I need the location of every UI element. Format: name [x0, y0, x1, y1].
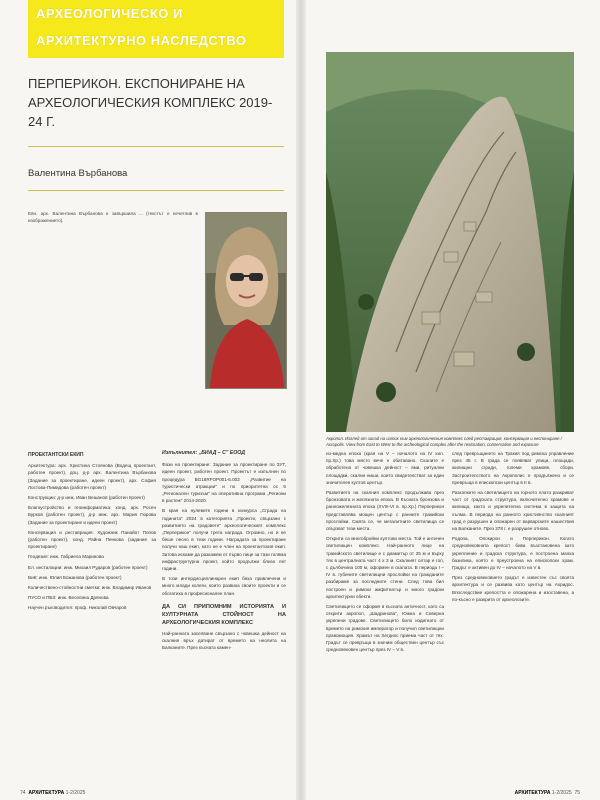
author-portrait [205, 212, 287, 389]
body-paragraph: Разкопките на светилището на горното плато разкриват част от градската структура, включително храмове и жилища, както и укрепителна система в защита на хълма. В периода на ранното християнство скалният град е разрушен и опожарен от варварските нашествия на Балканите. През 378 г. е разрушен отново. [452, 490, 574, 532]
footer-right [515, 790, 580, 796]
section-banner-line-2: АРХИТЕКТУРНО НАСЛЕДСТВО [36, 33, 247, 48]
project-team-heading: ПРОЕКТАНТСКИ ЕКИП [28, 452, 84, 458]
section-banner [28, 0, 284, 58]
column-3 [326, 450, 444, 656]
article-title-line-2: АРХЕОЛОГИЧЕСКИЯ КОМПЛЕКС 2019-24 Г. [28, 95, 273, 129]
article-title-line-1: ПЕРПЕРИКОН. ЕКСПОНИРАНЕ НА [28, 76, 245, 91]
team-paragraph: Конструкции: д-р инж. Иван Вешанов (работен проект) [28, 495, 145, 501]
team-paragraph: Ел. инсталации: инж. Михаил Рударов (работен проект) [28, 564, 148, 570]
body-paragraph: но-медна епоха (края на V – началото на IV хил. пр.Хр.) това място вече е обитавано. Скалите е обработена от човешка дейност – ями, ритуални площадки, скални ниши, които свидетелстват за един значителен култов център. [326, 451, 444, 485]
body-paragraph: Фази на проектиране: Задание за проектиране по ЗУТ, идеен проект, работен проект. Проектът е изпълнен по процедура BG16RFOP001-6.002 „Развитие на туристически атракции" и по приоритетна ос 6 „Регионален туризъм" на оперативна програма „Региони в растеж" 2014-2020. [162, 462, 286, 504]
aerial-photo-image [326, 52, 574, 432]
body-paragraph: Най-ранната заселване свързано с човешка дейност на скалния връх датират от времето на неолита на Балканите. През късната камен- [162, 630, 286, 651]
team-paragraph: Научен ръководител: проф. Николай Овчаров [28, 605, 127, 611]
magazine-name-left: АРХИТЕКТУРА [28, 790, 65, 796]
body-paragraph: През средновековието градът е известен със своята архитектура и се развива като център на Ахридос. Впоследствие крепостта е опожарена и изоставена, а по-късно е разкрита от археолозите. [452, 575, 574, 602]
magazine-name-right: АРХИТЕКТУРА [514, 790, 551, 796]
team-paragraph: Благоустройство и геоинформатика: хонд. арх. Росен Бурков (работен проект), д-р инж. арх. Мария Гюрова (Задание за проектиране и идеен проект) [28, 505, 156, 525]
hero-photo-caption: Акропол. Изглед от запад на изток към археологическия комплекс след реставрация, консервация и експониране / Acropolis. View from East to West to the archeological complex after the restoration, conservation and exposure [326, 436, 562, 447]
team-paragraph: Количествено-стойностни сметки: инж. Владимир Иванов [28, 585, 152, 591]
article-title [28, 74, 284, 131]
author-portrait-image [206, 213, 286, 388]
column-1 [28, 450, 156, 615]
body-paragraph: Развитието на скалния комплекс продължава през бронзовата и желязната епоха. В Късната бронзова и ранножелязната епоха (XVIII-VI в. пр.Хр.) Перперикон представлява мощен център с ранните тракийски прослойки. Смята се, че мегалитните светилища се свързват тези места. [326, 490, 444, 532]
footer-left [20, 790, 85, 796]
column-2 [162, 450, 286, 654]
body-paragraph: след превръщането на Тракия под римска управление през 45 г. В града се появяват улици, площади, жилищни сгради, големи храмове, сбори. Застроителството на Акрополис е продължено и се превръща в епископски център в II в. [452, 451, 574, 485]
team-paragraph: Консервация и реставрация: Художник Панайот Попов (работен проект), хонд. Райна Пенкова (задание за проектиране) [28, 529, 156, 550]
team-paragraph: ПУСО и ПБЗ: инж. Веселина Дрянова [28, 595, 109, 601]
page-gutter [296, 0, 306, 800]
body-paragraph: В края на нулевите години в конкурса „Сграда на годината" 2024 в категорията „Проекти, свързани с развитието на градовете" археологическият комплекс „Перперикон" получи трета награда. Огромно, но и не беше лесно в тези години. Наградата за проектиране получи наш екип, като не е член на проектантския екип. Затова искаме да разкажем от първо лице за тази голяма инфраструктурна проект, който продължи близо пет години. [162, 508, 286, 572]
team-paragraph: Архитектура: арх. Христина Стоянова (Водещ проектант, работен проект), доц. д-р арх. Валентина Върбанова (Задание за проектиране, идеен проект), арх. София Лостова-Пимидова (работен проект) [28, 463, 156, 490]
issue-right: 1-2/2025 [551, 790, 572, 796]
team-paragraph: ВиК: инж. Юлия Божанова (работен проект) [28, 574, 122, 580]
page-number-right: 75 [574, 790, 580, 796]
issue-left: 1-2/2025 [65, 790, 86, 796]
history-subheading: ДА СИ ПРИПОМНИМ ИСТОРИЯТА И КУЛТУРНАТА СТОЙНОСТ НА АРХЕОЛОГИЧЕСКИЯ КОМПЛЕКС [162, 603, 286, 626]
hero-photo-perperikon [326, 52, 574, 432]
team-paragraph: Геодезия: инж. Габриела Маринова [28, 554, 104, 560]
body-paragraph: Открити са многобройни култови места. Той е античен светилищен комплекс. Най-ранното лице на тракийското светилище е с диаметър от 25 м и върху тях в централната част 4 х 3 м. Скалният олтар е гол, с дълбочина 100 м, оформен в скалата. В периода I – IV в. губените светилищни прослойки на гражданите разбираме за последните стени. След това бил построен и римски амфитеатър и много градски архитектурни обекти. [326, 536, 444, 599]
author-name: Валентина Върбанова [28, 168, 128, 179]
contractor-credit: Изпълнител: „БИАД – С" ЕООД [162, 450, 245, 456]
author-bio: Евн. арх. Валентина Върбанова е завършила ... (текстът е нечетлив в изображението). [28, 211, 198, 223]
body-paragraph: Родопа, Опокирон и Перперикон. Когато средновековната крепост бива възстановена като укрепление и градска структура, е построена малка базилика, която е преустроена на епископски храм. Градът е активен до IV – началото на V в. [452, 536, 574, 571]
column-4 [452, 450, 574, 606]
section-banner-line-1: АРХЕОЛОГИЧЕСКО И [36, 6, 183, 21]
body-paragraph: В този интердисциплинарен екип бяха привлечени и много млади колеги, които развиха своите проекти и се обогатиха в професионален план. [162, 576, 286, 596]
body-paragraph: Светилището се оформя в късната античност, като са открити акропол, „Шадринова", Южна и Северна укрепени градове. Светилището било издигнато от времето на римския император и получил светилищни правомощия. Храмът на Хегдиос приема част от тях. Градът се превръща в значим обществен център със средновековен център през IV – V в. [326, 604, 444, 653]
page-number-left: 74 [20, 790, 26, 796]
author-divider [28, 190, 284, 191]
title-divider [28, 146, 284, 147]
